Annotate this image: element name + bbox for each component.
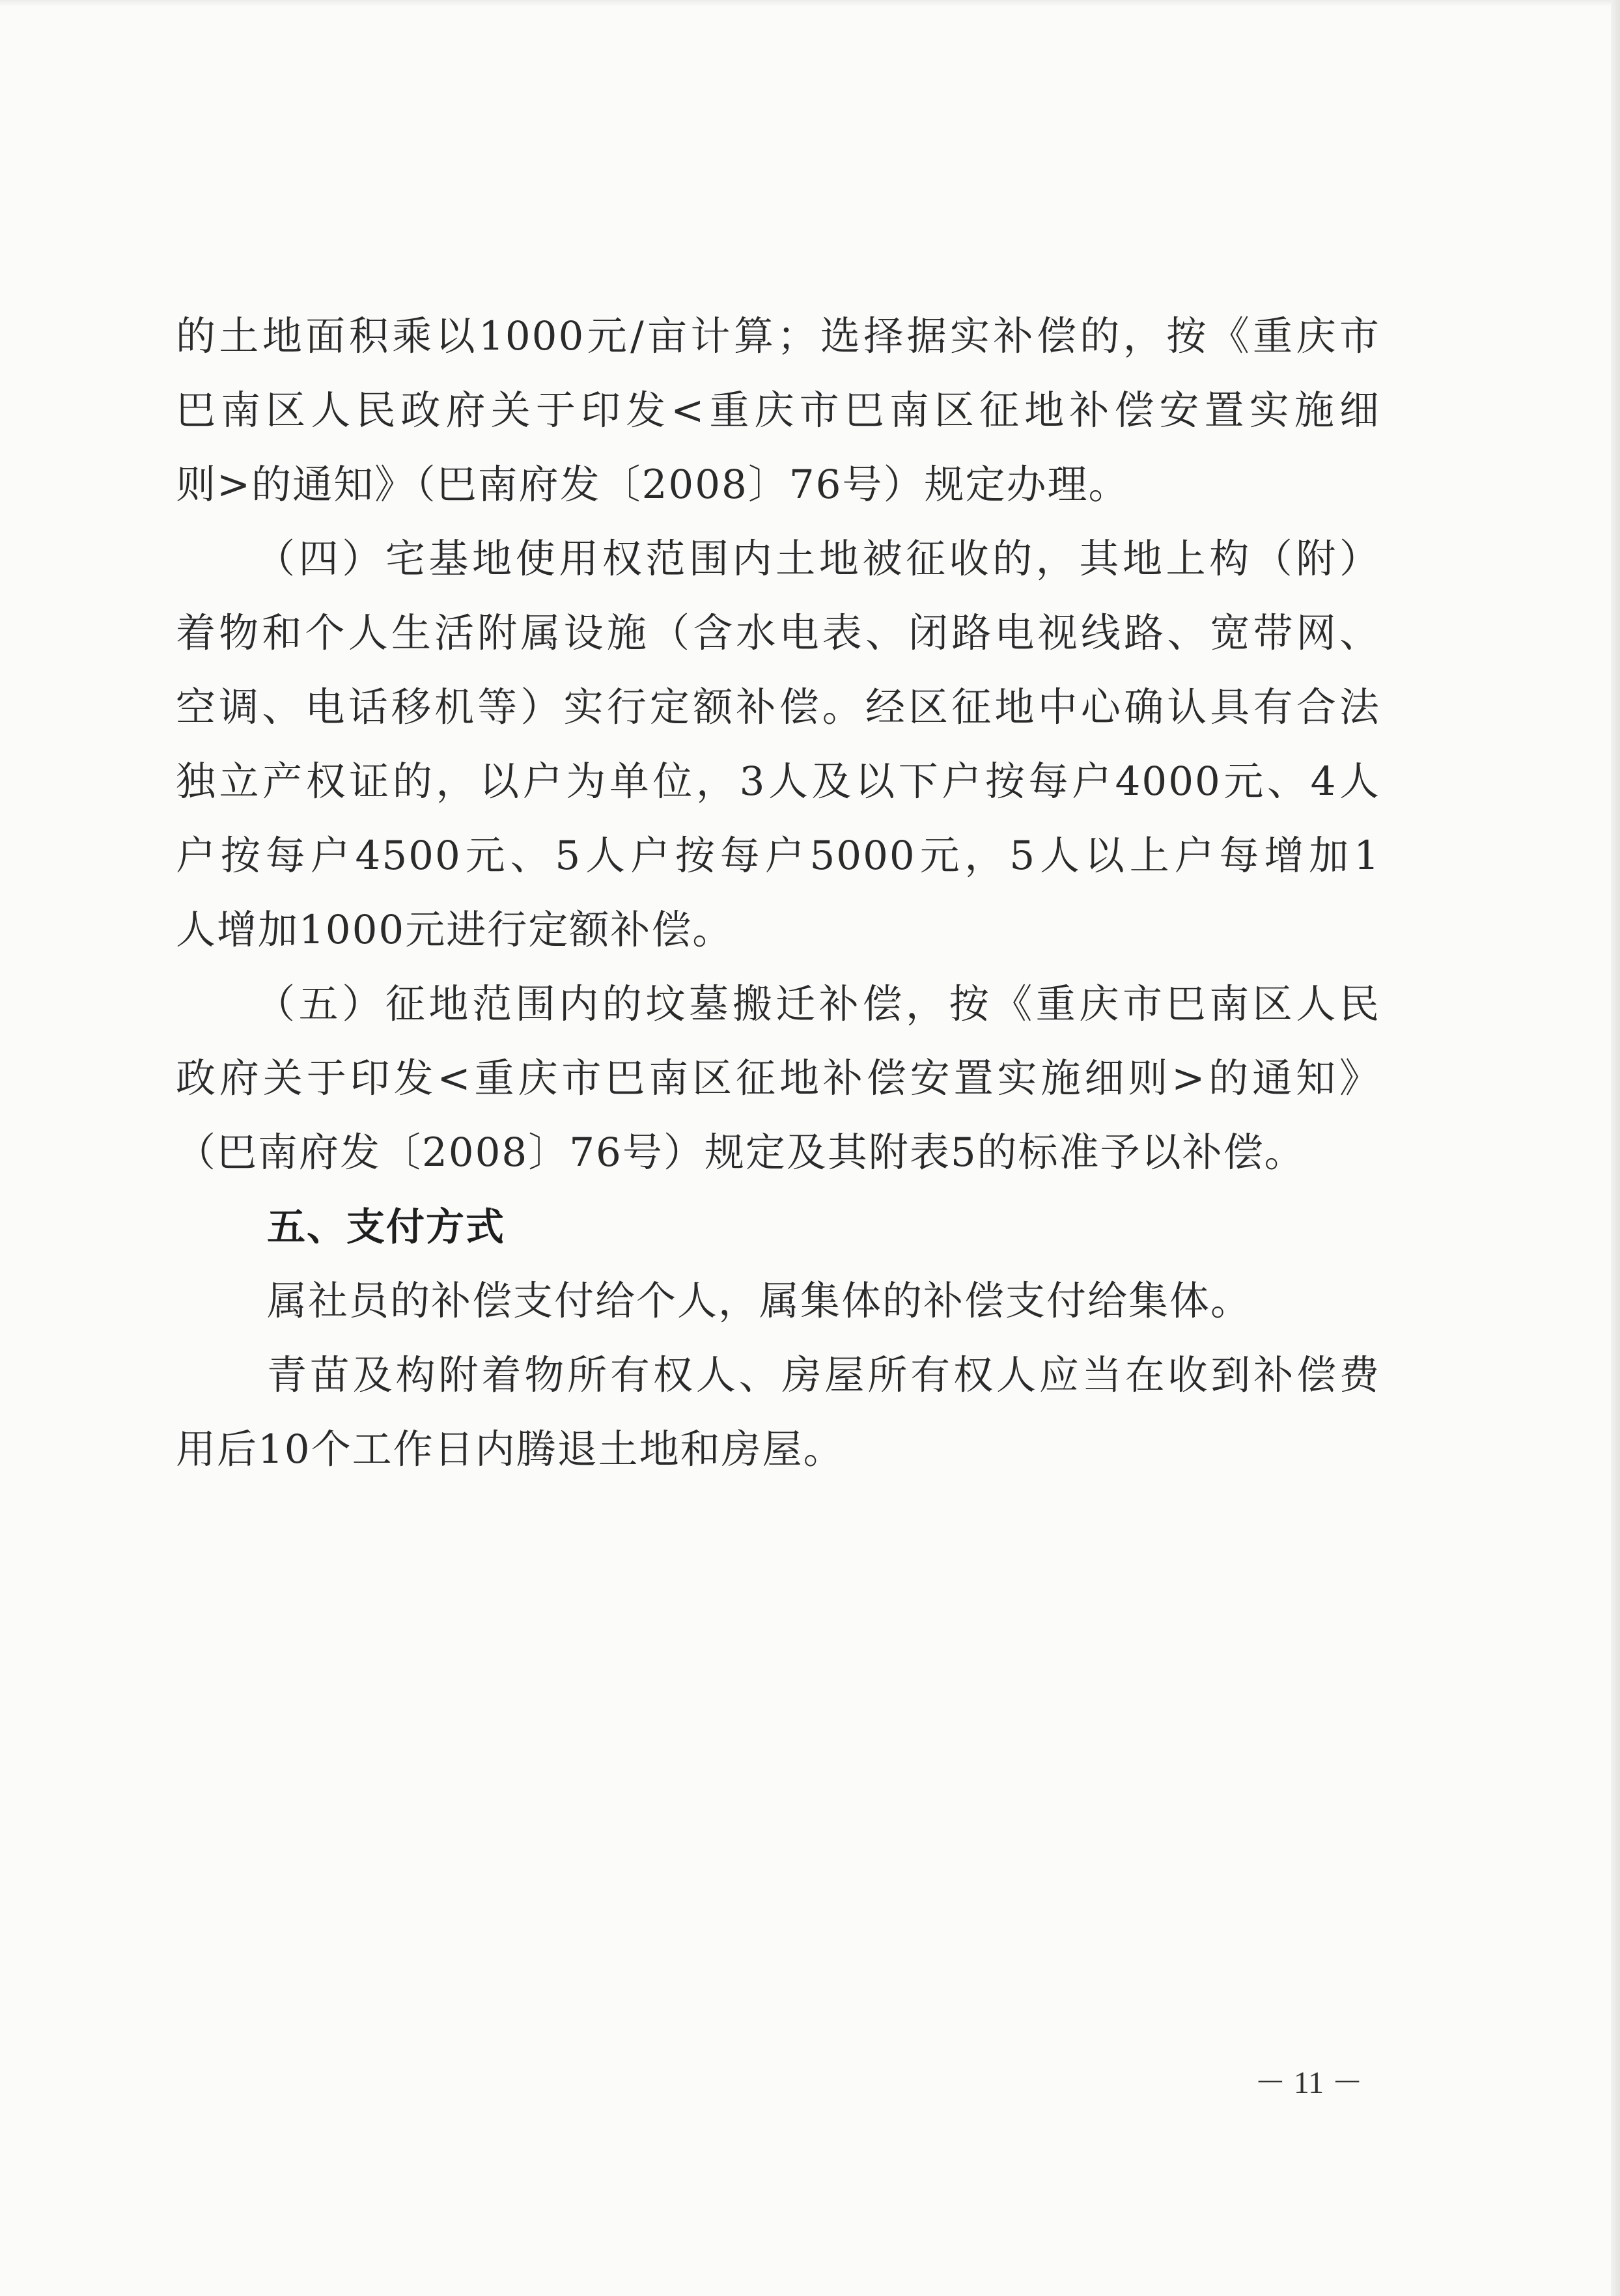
paragraph-first-line: （四）宅基地使用权范围内土地被征收的，其地上构（附） — [255, 536, 1380, 582]
text-line: 户按每户4500元、5人户按每户5000元，5人以上户每增加1 — [176, 833, 1380, 879]
text-line: 人增加1000元进行定额补偿。 — [176, 907, 734, 953]
document-body — [176, 299, 1380, 1487]
text-line: 政府关于印发<重庆市巴南区征地补偿安置实施细则>的通知》 — [176, 1055, 1380, 1101]
text-line: 着物和个人生活附属设施（含水电表、闭路电视线路、宽带网、 — [176, 610, 1380, 656]
text-line: （巴南府发〔2008〕76号）规定及其附表5的标准予以补偿。 — [176, 1129, 1306, 1176]
text-line: 的土地面积乘以1000元/亩计算；选择据实补偿的，按《重庆市 — [176, 313, 1380, 359]
paragraph-first-line: 青苗及构附着物所有权人、房屋所有权人应当在收到补偿费 — [267, 1352, 1380, 1398]
text-line: 则>的通知》（巴南府发〔2008〕76号）规定办理。 — [176, 462, 1130, 508]
page-number: － 11 － — [1254, 2066, 1363, 2100]
text-line: 巴南区人民政府关于印发<重庆市巴南区征地补偿安置实施细 — [176, 387, 1380, 434]
paragraph-first-line: 属社员的补偿支付给个人，属集体的补偿支付给集体。 — [267, 1278, 1252, 1324]
scan-edge-right — [1611, 0, 1620, 2296]
text-line: 用后10个工作日内腾退土地和房屋。 — [176, 1426, 845, 1473]
text-line: 空调、电话移机等）实行定额补偿。经区征地中心确认具有合法 — [176, 684, 1380, 730]
paragraph-first-line: （五）征地范围内的坟墓搬迁补偿，按《重庆市巴南区人民 — [255, 981, 1380, 1027]
text-line: 独立产权证的，以户为单位，3人及以下户按每户4000元、4人 — [176, 758, 1380, 805]
section-heading: 五、支付方式 — [267, 1204, 506, 1249]
scan-edge-top — [0, 0, 1620, 7]
